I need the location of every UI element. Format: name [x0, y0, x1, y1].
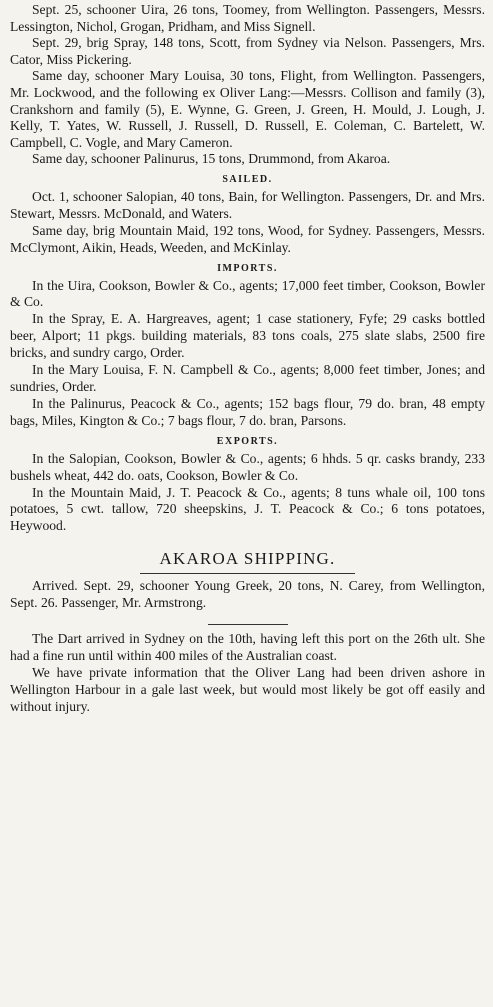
sailed-section: [10, 189, 485, 257]
arrivals-section: [10, 2, 485, 168]
akaroa-section: [10, 578, 485, 612]
arrival-entry: Sept. 29, brig Spray, 148 tons, Scott, from Sydney via Nelson. Passengers, Mrs. Cator, Miss Pickering.: [10, 35, 485, 67]
sailed-entry: Same day, brig Mountain Maid, 192 tons, Wood, for Sydney. Passengers, Messrs. McClymont, Aikin, Heads, Weeden, and McKinlay.: [10, 222, 485, 255]
akaroa-entry: Arrived. Sept. 29, schooner Young Greek, 20 tons, N. Carey, from Wellington, Sept. 26. Passenger, Mr. Armstrong.: [10, 578, 485, 611]
news-paragraph: The Dart arrived in Sydney on the 10th, having left this port on the 26th ult. She had a fine run until within 400 miles of the Australian coast.: [10, 631, 485, 663]
import-entry: In the Uira, Cookson, Bowler & Co., agents; 17,000 feet timber, Cookson, Bowler & Co.: [10, 277, 485, 310]
imports-heading: IMPORTS.: [217, 262, 278, 274]
import-entry: In the Palinurus, Peacock & Co., agents; 152 bags flour, 79 do. bran, 48 empty bags, Miles, Kington & Co.; 7 bags flour, 7 do. bran, Parsons.: [10, 395, 485, 428]
export-entry: In the Salopian, Cookson, Bowler & Co., agents; 6 hhds. 5 qr. casks brandy, 233 bushels wheat, 442 do. oats, Cookson, Bowler & Co.: [10, 450, 485, 483]
paragraph-divider: [208, 624, 288, 625]
imports-section: [10, 278, 485, 430]
import-entry: In the Spray, E. A. Hargreaves, agent; 1 case stationery, Fyfe; 29 casks bottled beer, Alport; 11 pkgs. building materials, 83 tons coals, 275 slate slabs, 2500 fire bricks, and sundry cargo, Order.: [10, 311, 485, 361]
arrival-entry: Same day, schooner Palinurus, 15 tons, Drummond, from Akaroa.: [32, 151, 391, 167]
news-paragraph: We have private information that the Oliver Lang had been driven ashore in Wellington Harbour in a gale last week, but would most likely be got off easily and without injury.: [10, 664, 485, 714]
akaroa-heading: AKAROA SHIPPING.: [159, 549, 336, 569]
import-entry: In the Mary Louisa, F. N. Campbell & Co., agents; 8,000 feet timber, Jones; and sundries, Order.: [10, 362, 485, 394]
arrival-entry: Same day, schooner Mary Louisa, 30 tons, Flight, from Wellington. Passengers, Mr. Lockwood, and the following ex Oliver Lang:—Messrs. Collison and family (3), Crankshorn and family (5), E. Wynne, G. Green, J. Green, H. Mould, J. Lough, J. Kelly, T. Yates, W. Russell, J. Russell, D. Russell, E. Coleman, C. Bartelett, W. Campbell, C. Vogle, and Mary Cameron.: [10, 68, 485, 150]
exports-heading: EXPORTS.: [216, 435, 279, 447]
news-section: [10, 631, 485, 716]
sailed-entry: Oct. 1, schooner Salopian, 40 tons, Bain, for Wellington. Passengers, Dr. and Mrs. Stewart, Messrs. McDonald, and Waters.: [10, 188, 485, 221]
sailed-heading: SAILED.: [222, 173, 273, 185]
export-entry: In the Mountain Maid, J. T. Peacock & Co., agents; 8 tuns whale oil, 100 tons potatoes, 5 cwt. tallow, 720 sheepskins, J. T. Peacock & Co.; 6 tons potatoes, Heywood.: [10, 484, 485, 534]
exports-section: [10, 451, 485, 536]
arrival-entry: Sept. 25, schooner Uira, 26 tons, Toomey, from Wellington. Passengers, Messrs. Lessington, Nichol, Grogan, Pridham, and Miss Signell.: [10, 2, 485, 34]
section-divider: [140, 573, 355, 574]
